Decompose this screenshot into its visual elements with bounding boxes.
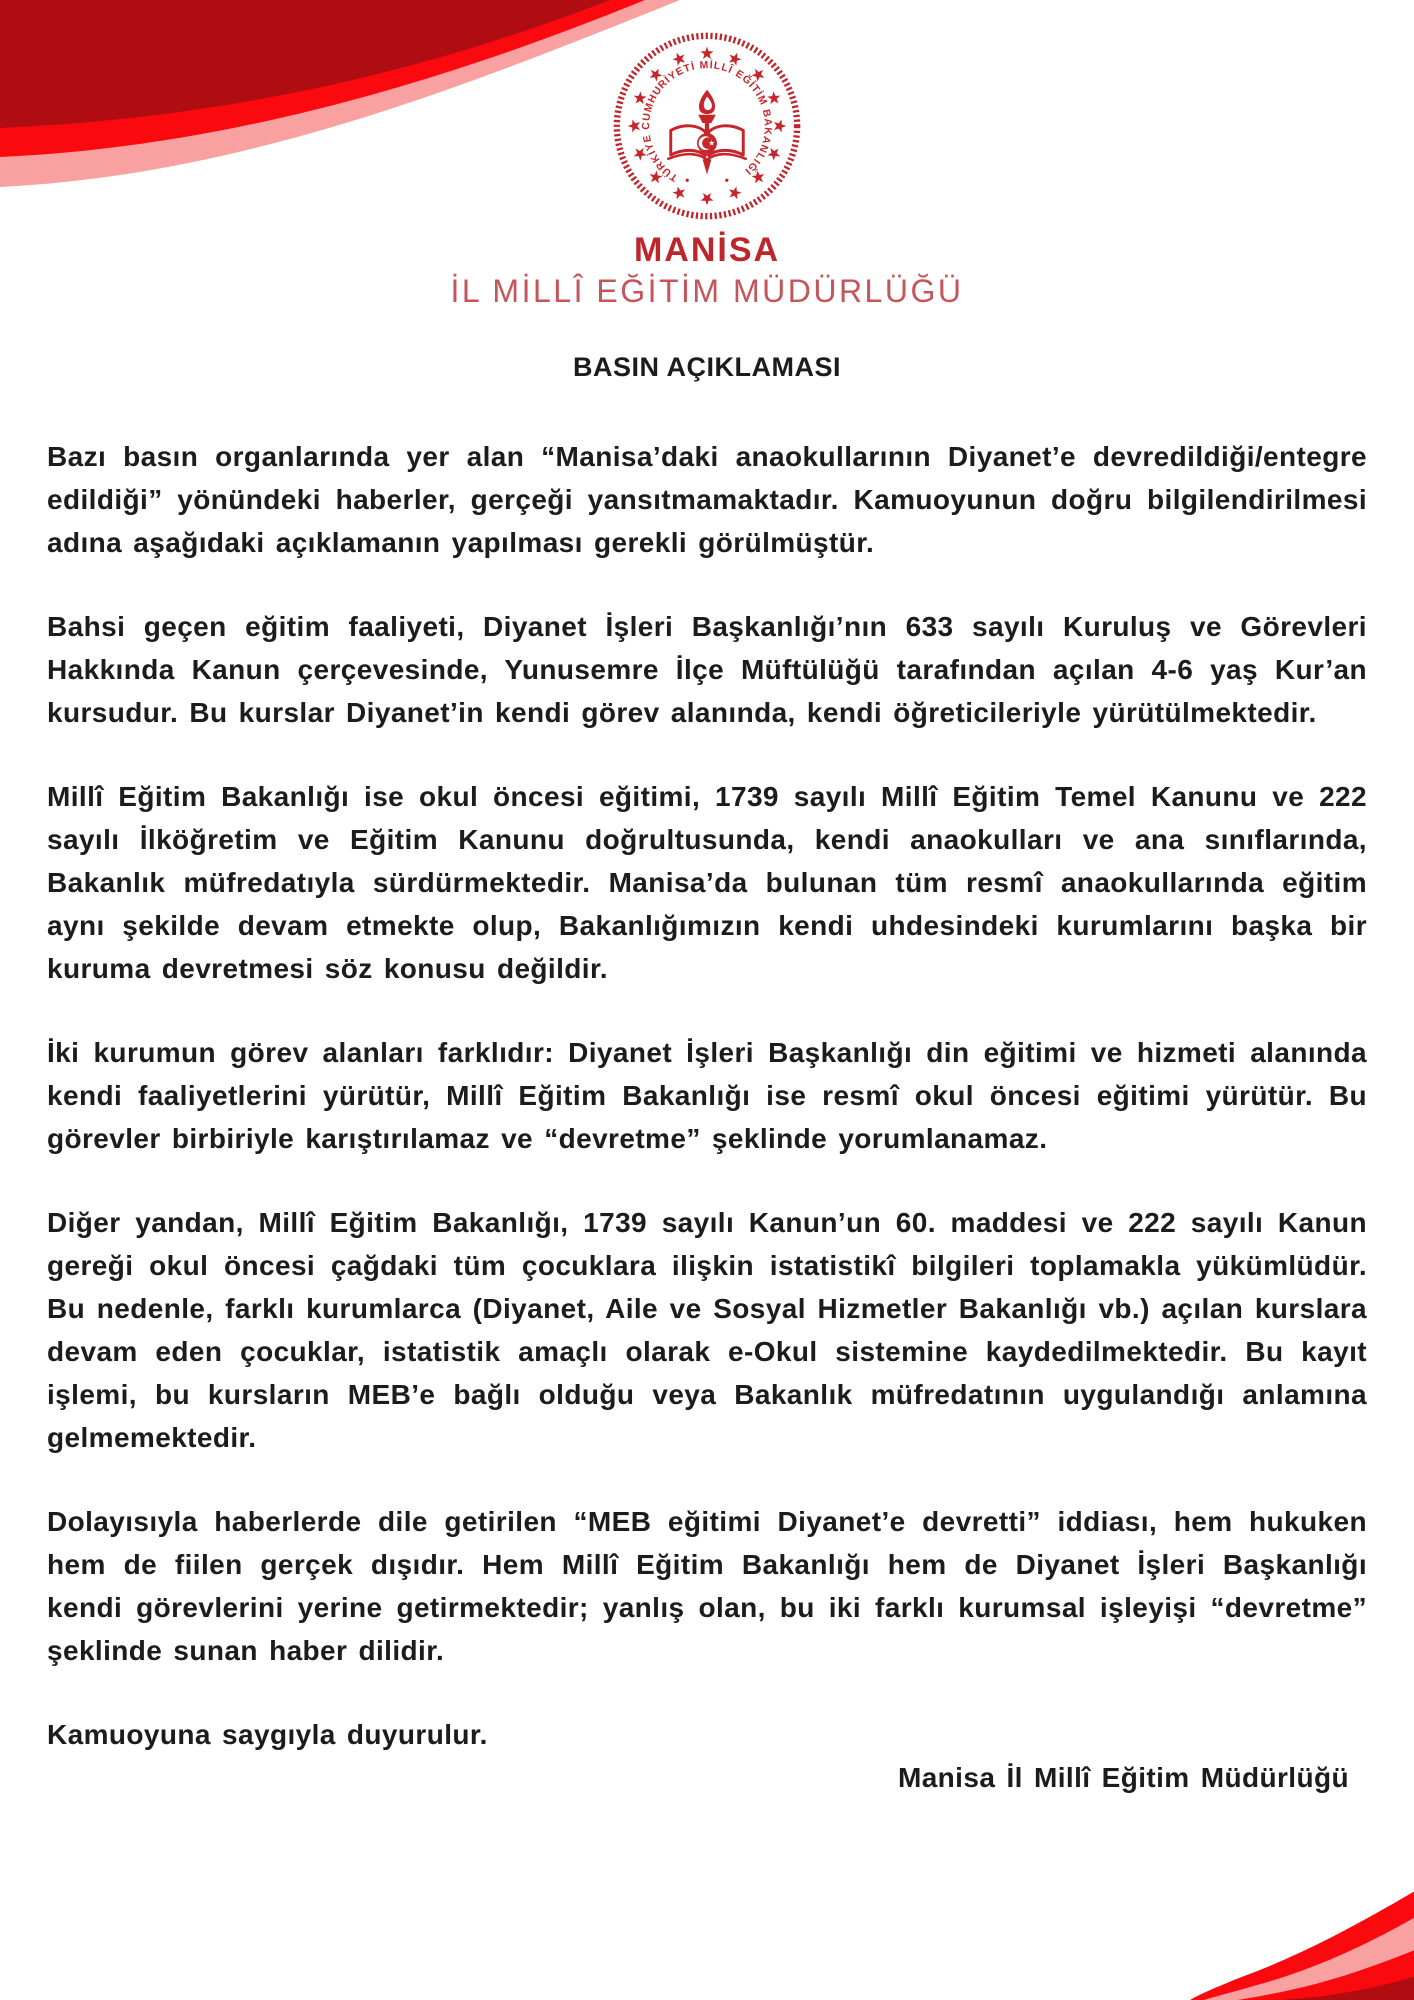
city-title: MANİSA <box>633 231 781 269</box>
crescent-star-icon <box>697 133 717 153</box>
paragraph-4: İki kurumun görev alanları farklıdır: Diyanet İşleri Başkanlığı din eğitimi ve hizmeti alanında kendi faaliyetlerini yürütür, Millî Eğitim Bakanlığı ise resmî okul öncesi eğitimi yürütür. Bu görevler birbiriyle karıştırılamaz ve “devretme” şeklinde yorumlanamaz. <box>47 1037 1367 1155</box>
directorate-title: İL MİLLÎ EĞİTİM MÜDÜRLÜĞÜ <box>450 273 964 310</box>
torch-handle <box>703 159 712 174</box>
press-release-title: BASIN AÇIKLAMASI <box>573 352 841 383</box>
torch-book-emblem <box>668 90 745 175</box>
header <box>0 0 1414 310</box>
paragraph-5: Diğer yandan, Millî Eğitim Bakanlığı, 1739 sayılı Kanun’un 60. maddesi ve 222 sayılı Kanun gereği okul öncesi çağdaki tüm çocuklara ilişkin istatistikî bilgileri toplamakla yükümlüdür. Bu nedenle, farklı kurumlarca (Diyanet, Aile ve Sosyal Hizmetler Bakanlığı vb.) açılan kurslara devam eden çocuklar, istatistik amaçlı olarak e-Okul sistemine kaydedilmektedir. Bu kayıt işlemi, bu kursların MEB’e bağlı olduğu veya Bakanlık müfredatının uygulandığı anlamına gelmemektedir. <box>47 1207 1367 1454</box>
torch-cup <box>698 115 716 123</box>
closing-text: Kamuoyuna saygıyla duyurulur. <box>47 1719 488 1751</box>
paragraph-2: Bahsi geçen eğitim faaliyeti, Diyanet İşleri Başkanlığı’nın 633 sayılı Kuruluş ve Görevleri Hakkında Kanun çerçevesinde, Yunusemre İlçe Müftülüğü tarafından açılan 4-6 yaş Kur’an kursudur. Bu kurslar Diyanet’in kendi görev alanında, kendi öğreticileriyle yürütülmektedir. <box>47 611 1367 729</box>
open-book-base-right <box>707 154 746 160</box>
ministry-logo-icon <box>609 28 805 224</box>
open-book-base-left <box>668 154 707 160</box>
press-release-body <box>0 383 1414 1799</box>
ministry-ring-text: TÜRKİYE CUMHURİYETİ MİLLÎ EĞİTİM BAKANLIĞI <box>641 60 773 183</box>
paragraph-1: Bazı basın organlarında yer alan “Manisa’daki anaokullarının Diyanet’e devredildiği/entegre edildiği” yönündeki haberler, gerçeği yansıtmamaktadır. Kamuoyunun doğru bilgilendirilmesi adına aşağıdaki açıklamanın yapılması gerekli görülmüştür. <box>47 441 1367 559</box>
paragraph-6: Dolayısıyla haberlerde dile getirilen “MEB eğitimi Diyanet’e devretti” iddiası, hem hukuken hem de fiilen gerçek dışıdır. Hem Millî Eğitim Bakanlığı hem de Diyanet İşleri Başkanlığı kendi görevlerini yerine getirmektedir; yanlış olan, bu iki farklı kurumsal işleyişi “devretme” şeklinde sunan haber dilidir. <box>47 1506 1367 1667</box>
paragraph-3: Millî Eğitim Bakanlığı ise okul öncesi eğitimi, 1739 sayılı Millî Eğitim Temel Kanunu ve 222 sayılı İlköğretim ve Eğitim Kanunu doğrultusunda, kendi anaokulları ve ana sınıflarında, Bakanlık müfredatıyla sürdürmektedir. Manisa’da bulunan tüm resmî anaokullarında eğitim aynı şekilde devam etmekte olup, Bakanlığımızın kendi uhdesindeki kurumlarını başka bir kuruma devretmesi söz konusu değildir. <box>47 781 1367 985</box>
ring-text-separator-dot-left <box>686 179 689 182</box>
signature-text: Manisa İl Millî Eğitim Müdürlüğü <box>897 1762 1349 1794</box>
bottom-wave-decoration <box>1182 1853 1414 2000</box>
ring-text-separator-dot-right <box>725 179 728 182</box>
